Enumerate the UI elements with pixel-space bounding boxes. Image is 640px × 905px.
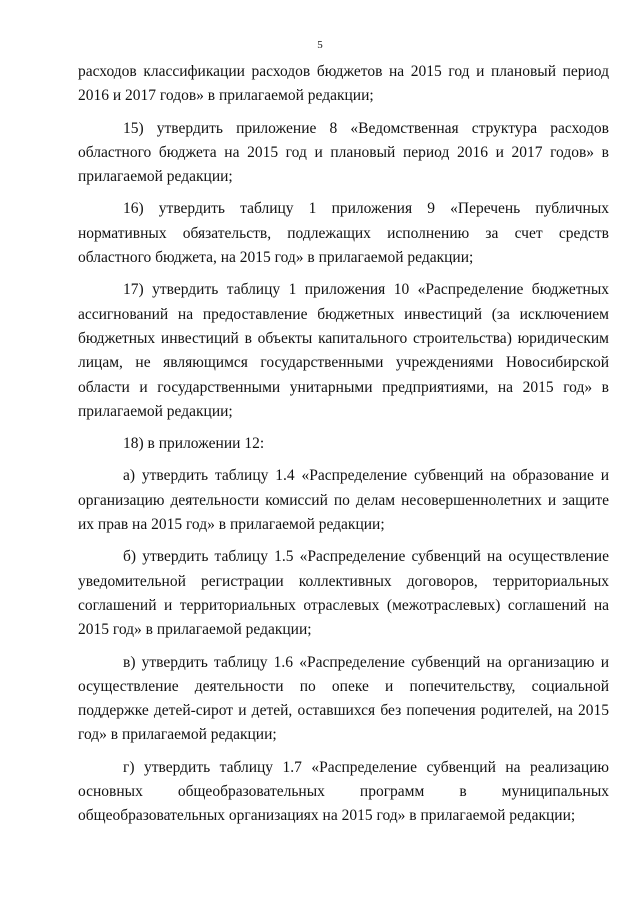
paragraph-subitem-a: а) утвердить таблицу 1.4 «Распределение субвенций на образование и организацию деятельности комиссий по делам несовершеннолетних и защите их прав на 2015 год» в прилагаемой редакции; (78, 467, 609, 534)
paragraph-item-16: 16) утвердить таблицу 1 приложения 9 «Перечень публичных нормативных обязательств, подлежащих исполнению за счет средств областного бюджета, на 2015 год» в прилагаемой редакции; (78, 200, 609, 267)
paragraph-item-15: 15) утвердить приложение 8 «Ведомственная структура расходов областного бюджета на 2015 год и плановый период 2016 и 2017 годов» в прилагаемой редакции; (78, 119, 609, 186)
paragraph-item-18: 18) в приложении 12: (123, 435, 265, 453)
document-body (78, 60, 609, 829)
paragraph-subitem-v: в) утвердить таблицу 1.6 «Распределение субвенций на организацию и осуществление деятельности по опеке и попечительству, социальной поддержке детей-сирот и детей, оставшихся без попечения родителей, на 2015 год» в прилагаемой редакции; (78, 653, 609, 744)
paragraph-continuation: расходов классификации расходов бюджетов на 2015 год и плановый период 2016 и 2017 годов» в прилагаемой редакции; (78, 63, 609, 105)
paragraph-subitem-b: б) утвердить таблицу 1.5 «Распределение субвенций на осуществление уведомительной регистрации коллективных договоров, территориальных соглашений и территориальных отраслевых (межотраслевых) соглашений на 2015 год» в прилагаемой редакции; (78, 548, 609, 639)
page-number: 5 (317, 39, 323, 51)
paragraph-item-17: 17) утвердить таблицу 1 приложения 10 «Распределение бюджетных ассигнований на предоставление бюджетных инвестиций (за исключением бюджетных инвестиций в объекты капитального строительства) юридическим лицам, не являющимся государственными учреждениями Новосибирской области и государственными унитарными предприятиями, на 2015 год» в прилагаемой редакции; (78, 281, 609, 420)
paragraph-subitem-g: г) утвердить таблицу 1.7 «Распределение субвенций на реализацию основных общеобразовательных программ в муниципальных общеобразовательных организациях на 2015 год» в прилагаемой редакции; (78, 758, 609, 825)
